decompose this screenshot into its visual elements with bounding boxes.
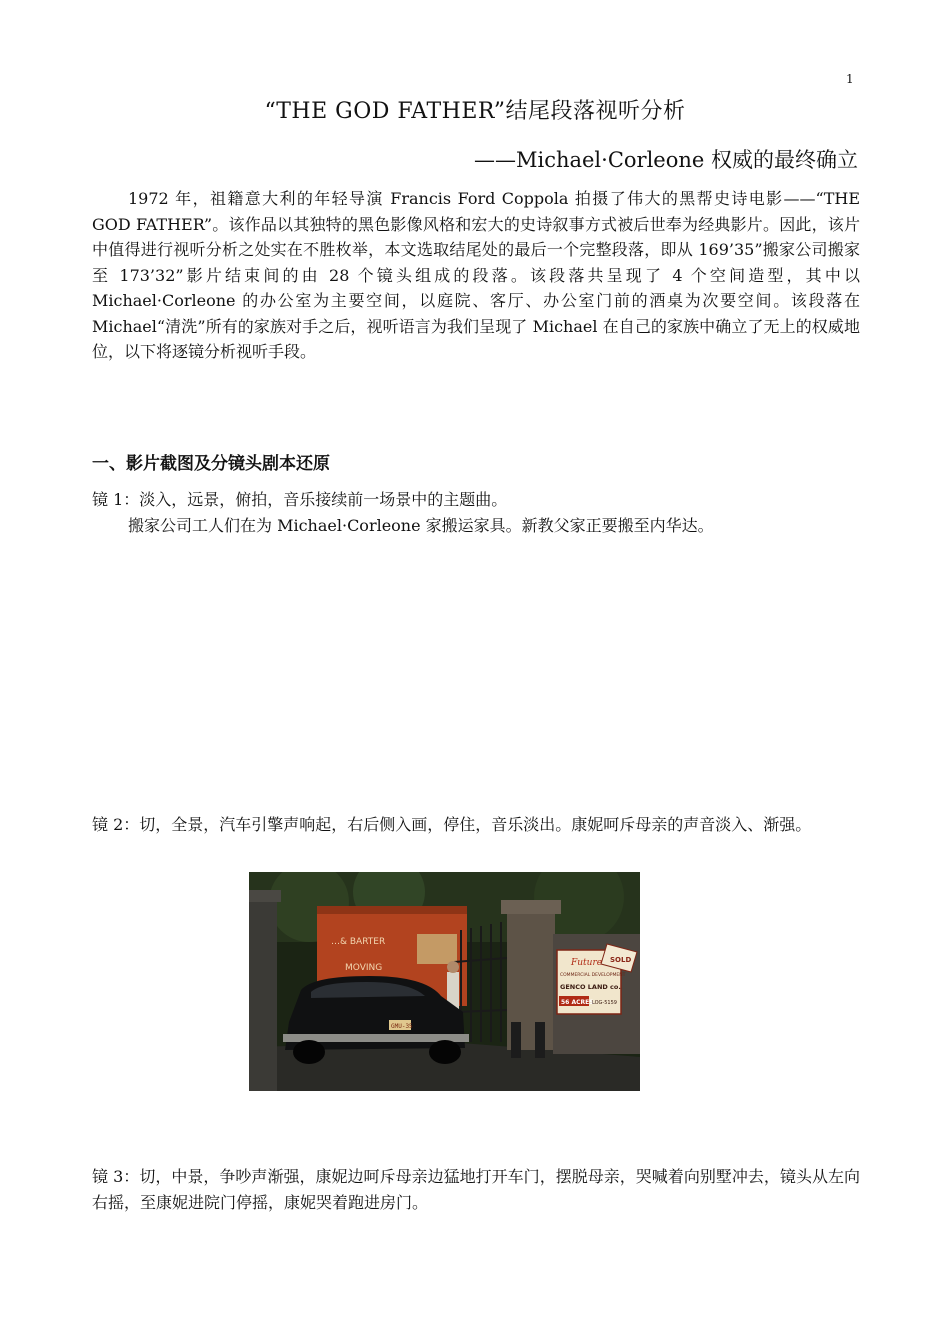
sign-company: GENCO LAND co. xyxy=(560,983,621,991)
left-gate-pillar xyxy=(249,897,277,1091)
sign-future: Future xyxy=(571,958,603,968)
shot-3-heading: 镜 3：切，中景，争吵声渐强，康妮边呵斥母亲边猛地打开车门，摆脱母亲，哭喊着向别墅冲去，镜头从左向右摇，至康妮进院门停摇，康妮哭着跑进房门。 xyxy=(92,1167,860,1212)
document-title: “THE GOD FATHER”结尾段落视听分析 xyxy=(264,99,686,124)
sold-text: SOLD xyxy=(610,956,632,964)
sign-phone: LOG-5159 xyxy=(592,1000,617,1006)
document-subtitle: ——Michael·Corleone 权威的最终确立 xyxy=(473,148,858,172)
truck-sign-top: …& BARTER xyxy=(331,937,386,947)
shot-1-heading: 镜 1：淡入，远景，俯拍，音乐接续前一场景中的主题曲。 xyxy=(92,490,508,509)
film-still-illustration xyxy=(249,872,640,1091)
intro-paragraph: 1972 年，祖籍意大利的年轻导演 Francis Ford Coppola 拍摄了伟大的黑帮史诗电影——“THE GOD FATHER”。该作品以其独特的黑色影像风格和宏大的史诗叙事方式被后世奉为经典影片。因此，该片中值得进行视听分析之处实在不胜枚举，本文选取结尾处的最后一个完整段落，即从 169’35”搬家公司搬家至 173’32”影片结束间的由 28 个镜头组成的段落。该段落共呈现了 4 个空间造型，其中以 Michael·Corleone 的办公室为主要空间，以庭院、客厅、办公室门前的酒桌为次要空间。该段落在 Michael“清洗”所有的家族对手之后，视听语言为我们呈现了 Michael 在自己的家族中确立了无上的权威地位，以下将逐镜分析视听手段。 xyxy=(92,189,860,361)
film-still-shot-2 xyxy=(249,872,640,1091)
section-heading: 一、影片截图及分镜头剧本还原 xyxy=(92,454,330,474)
page-number: 1 xyxy=(846,72,854,86)
sign-commercial: COMMERCIAL DEVELOPMENT xyxy=(560,973,626,978)
truck-sign-bottom: MOVING xyxy=(345,963,383,973)
shot-1-description: 搬家公司工人们在为 Michael·Corleone 家搬运家具。新教父家正要搬至内华达。 xyxy=(128,516,714,535)
shot-2-heading: 镜 2：切，全景，汽车引擎声响起，右后侧入画，停住，音乐淡出。康妮呵斥母亲的声音淡入、渐强。 xyxy=(92,815,812,834)
license-plate-text: GMU-35 xyxy=(391,1023,413,1030)
sign-acres: 56 ACRES xyxy=(561,999,594,1006)
